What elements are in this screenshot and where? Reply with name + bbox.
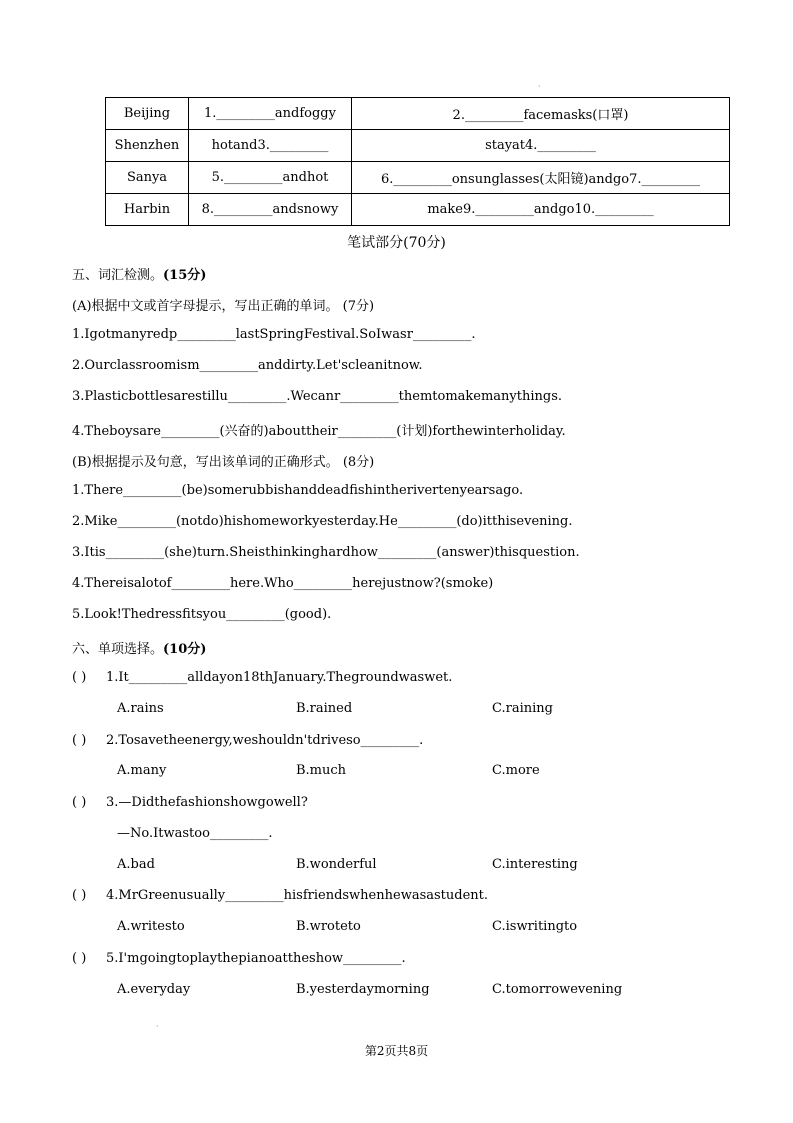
- option-c: C.tomorrowevening: [492, 982, 623, 997]
- mc-question: 3.—Didthefashionshowgowell?: [106, 795, 308, 810]
- mc-question-response: —No.Itwastoo_________.: [117, 826, 273, 841]
- option-b: B.rained: [296, 701, 353, 716]
- page-footer: 第2页共8页: [364, 1044, 429, 1058]
- option-c: C.more: [492, 763, 540, 778]
- option-c: C.interesting: [492, 857, 578, 872]
- answer-bracket[interactable]: ( ): [72, 888, 87, 903]
- answer-bracket[interactable]: ( ): [72, 951, 87, 966]
- activity-cell: 6._________onsunglasses(太阳镜)andgo7._________: [352, 162, 730, 194]
- form-question: 4.Thereisalotof_________here.Who_________herejustnow?(smoke): [72, 576, 494, 591]
- weather-table: [105, 97, 730, 226]
- form-question: 3.Itis_________(she)turn.Sheisthinkinghardhow_________(answer)thisquestion.: [72, 545, 580, 560]
- city-cell: Shenzhen: [106, 130, 189, 162]
- activity-cell: make9._________andgo10._________: [352, 194, 730, 226]
- form-question: 1.There_________(be)somerubbishanddeadfishintherivertenyearsago.: [72, 483, 524, 498]
- form-question: 5.Look!Thedressfitsyou_________(good).: [72, 607, 332, 622]
- option-c: C.iswritingto: [492, 919, 578, 934]
- option-a: A.bad: [117, 857, 155, 872]
- section6-title: 六、单项选择。: [72, 642, 164, 657]
- table-row: [106, 194, 730, 226]
- option-a: A.writesto: [117, 919, 185, 934]
- option-a: A.many: [117, 763, 167, 778]
- section6-score: (10分): [163, 642, 207, 657]
- option-b: B.yesterdaymorning: [296, 982, 430, 997]
- form-question: 2.Mike_________(notdo)hishomeworkyesterday.He_________(do)itthisevening.: [72, 514, 573, 529]
- section5-partA-title: (A)根据中文或首字母提示，写出正确的单词。 (7分): [72, 299, 375, 314]
- activity-cell: stayat4._________: [352, 130, 730, 162]
- written-part-title: 笔试部分(70分): [347, 235, 446, 251]
- option-b: B.much: [296, 763, 347, 778]
- mc-question: 2.Tosavetheenergy,weshouldn'tdriveso_________.: [106, 733, 424, 748]
- answer-bracket[interactable]: ( ): [72, 670, 87, 685]
- table-row: [106, 162, 730, 194]
- table-row: [106, 130, 730, 162]
- answer-bracket[interactable]: ( ): [72, 795, 87, 810]
- weather-cell: 5._________andhot: [189, 162, 352, 194]
- section6-heading: [72, 638, 206, 657]
- option-a: A.rains: [117, 701, 164, 716]
- weather-cell: hotand3._________: [189, 130, 352, 162]
- scan-dot: ·: [538, 82, 541, 91]
- mc-question: 1.It_________alldayon18thJanuary.Thegroundwaswet.: [106, 670, 453, 685]
- weather-cell: 8._________andsnowy: [189, 194, 352, 226]
- answer-bracket[interactable]: ( ): [72, 733, 87, 748]
- vocab-question: 2.Ourclassroomism_________anddirty.Let'scleanitnow.: [72, 358, 423, 373]
- section5-partB-title: (B)根据提示及句意，写出该单词的正确形式。 (8分): [72, 455, 375, 470]
- option-a: A.everyday: [117, 982, 191, 997]
- section5-heading: [72, 264, 206, 283]
- table-row: [106, 98, 730, 130]
- vocab-question: 4.Theboysare_________(兴奋的)abouttheir_________(计划)forthewinterholiday.: [72, 424, 566, 439]
- mc-question: 4.MrGreenusually_________hisfriendswhenhewasastudent.: [106, 888, 489, 903]
- weather-cell: 1._________andfoggy: [189, 98, 352, 130]
- option-b: B.wonderful: [296, 857, 377, 872]
- section5-title: 五、词汇检测。: [72, 268, 164, 283]
- city-cell: Harbin: [106, 194, 189, 226]
- city-cell: Beijing: [106, 98, 189, 130]
- option-b: B.wroteto: [296, 919, 361, 934]
- activity-cell: 2._________facemasks(口罩): [352, 98, 730, 130]
- scan-dot: ·: [156, 1022, 159, 1031]
- mc-question: 5.I'mgoingtoplaythepianoattheshow_________.: [106, 951, 406, 966]
- vocab-question: 3.Plasticbottlesarestillu_________.Wecanr_________themtomakemanythings.: [72, 389, 563, 404]
- option-c: C.raining: [492, 701, 553, 716]
- city-cell: Sanya: [106, 162, 189, 194]
- vocab-question: 1.Igotmanyredp_________lastSpringFestival.SoIwasr_________.: [72, 327, 476, 342]
- section5-score: (15分): [163, 268, 207, 283]
